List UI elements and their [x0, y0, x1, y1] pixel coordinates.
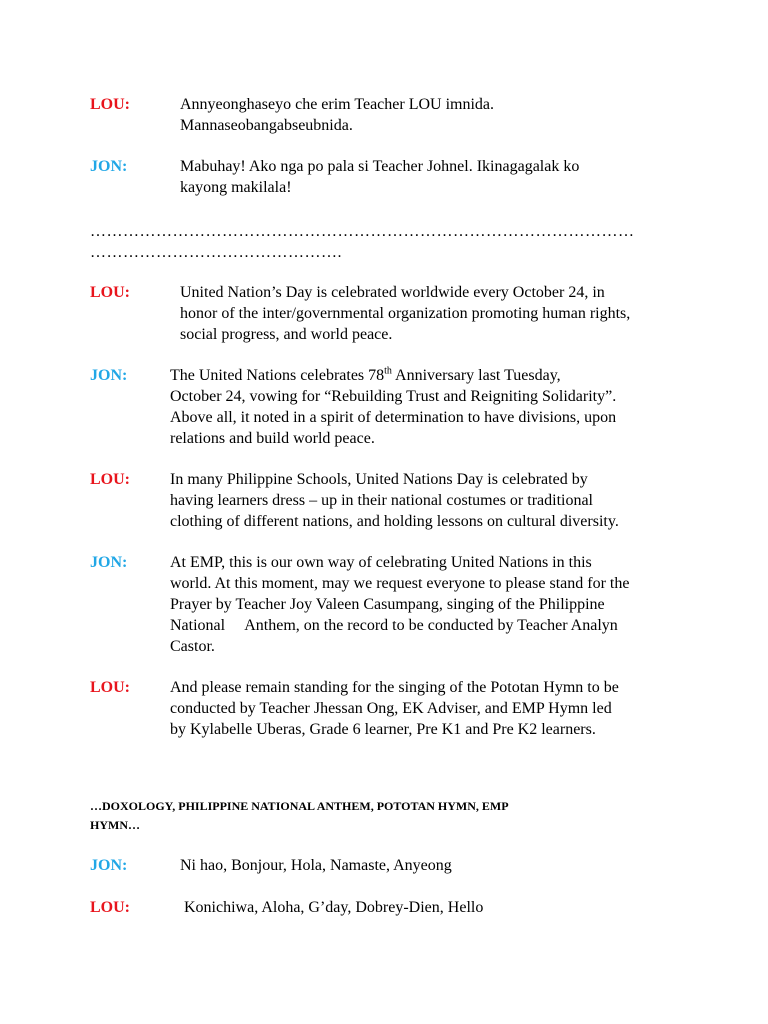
dialogue-line: Annyeonghaseyo che erim Teacher LOU imnida.: [180, 96, 495, 113]
dialogue-line: clothing of different nations, and holding lessons on cultural diversity.: [170, 513, 619, 530]
ordinal-superscript: th: [384, 365, 392, 377]
dotted-separator-line-2: ……………………………………….: [90, 244, 342, 261]
speaker-label-jon: JON:: [90, 367, 128, 384]
dialogue-line: world. At this moment, may we request everyone to please stand for the: [170, 575, 630, 592]
speaker-label-jon: JON:: [90, 158, 128, 175]
speaker-label-lou: LOU:: [90, 284, 130, 301]
speaker-label-lou: LOU:: [90, 471, 130, 488]
dialogue-line: Castor.: [170, 638, 215, 655]
dialogue-line: At EMP, this is our own way of celebrating United Nations in this: [170, 554, 592, 571]
speaker-label-lou: LOU:: [90, 96, 130, 113]
dialogue-line: Mabuhay! Ako nga po pala si Teacher Johnel. Ikinagagalak ko: [180, 158, 580, 175]
dialogue-line: Prayer by Teacher Joy Valeen Casumpang, singing of the Philippine: [170, 596, 605, 613]
dialogue-line: October 24, vowing for “Rebuilding Trust and Reigniting Solidarity”.: [170, 388, 617, 405]
line-text-before-superscript: The United Nations celebrates 78: [170, 367, 385, 384]
dialogue-line-first: [170, 365, 561, 386]
program-heading-line-1: …DOXOLOGY, PHILIPPINE NATIONAL ANTHEM, POTOTAN HYMN, EMP: [90, 799, 509, 813]
dialogue-line: United Nation’s Day is celebrated worldwide every October 24, in: [180, 284, 605, 301]
dialogue-line: In many Philippine Schools, United Nations Day is celebrated by: [170, 471, 588, 488]
line-text-after-superscript: Anniversary last Tuesday,: [391, 367, 561, 384]
dialogue-line: conducted by Teacher Jhessan Ong, EK Adviser, and EMP Hymn led: [170, 700, 612, 717]
dialogue-line: Mannaseobangabseubnida.: [180, 117, 353, 134]
program-heading-line-2: HYMN…: [90, 818, 140, 832]
dialogue-line: relations and build world peace.: [170, 430, 375, 447]
speaker-label-jon: JON:: [90, 857, 128, 874]
dialogue-line: Above all, it noted in a spirit of determination to have divisions, upon: [170, 409, 617, 426]
dialogue-line: National Anthem, on the record to be conducted by Teacher Analyn: [170, 617, 618, 634]
dialogue-line: having learners dress – up in their national costumes or traditional: [170, 492, 593, 509]
dotted-separator-line-1: ………………………………………………………………………………………: [90, 223, 635, 240]
greeting-text: Ni hao, Bonjour, Hola, Namaste, Anyeong: [180, 857, 452, 874]
dialogue-line: honor of the inter/governmental organization promoting human rights,: [180, 305, 631, 322]
dialogue-line: social progress, and world peace.: [180, 326, 393, 343]
speaker-label-lou: LOU:: [90, 679, 130, 696]
dialogue-line: And please remain standing for the singing of the Pototan Hymn to be: [170, 679, 619, 696]
greeting-text: Konichiwa, Aloha, G’day, Dobrey-Dien, Hello: [180, 899, 484, 916]
dialogue-line: kayong makilala!: [180, 179, 292, 196]
speaker-label-lou: LOU:: [90, 899, 130, 916]
dialogue-line: by Kylabelle Uberas, Grade 6 learner, Pre K1 and Pre K2 learners.: [170, 721, 596, 738]
speaker-label-jon: JON:: [90, 554, 128, 571]
